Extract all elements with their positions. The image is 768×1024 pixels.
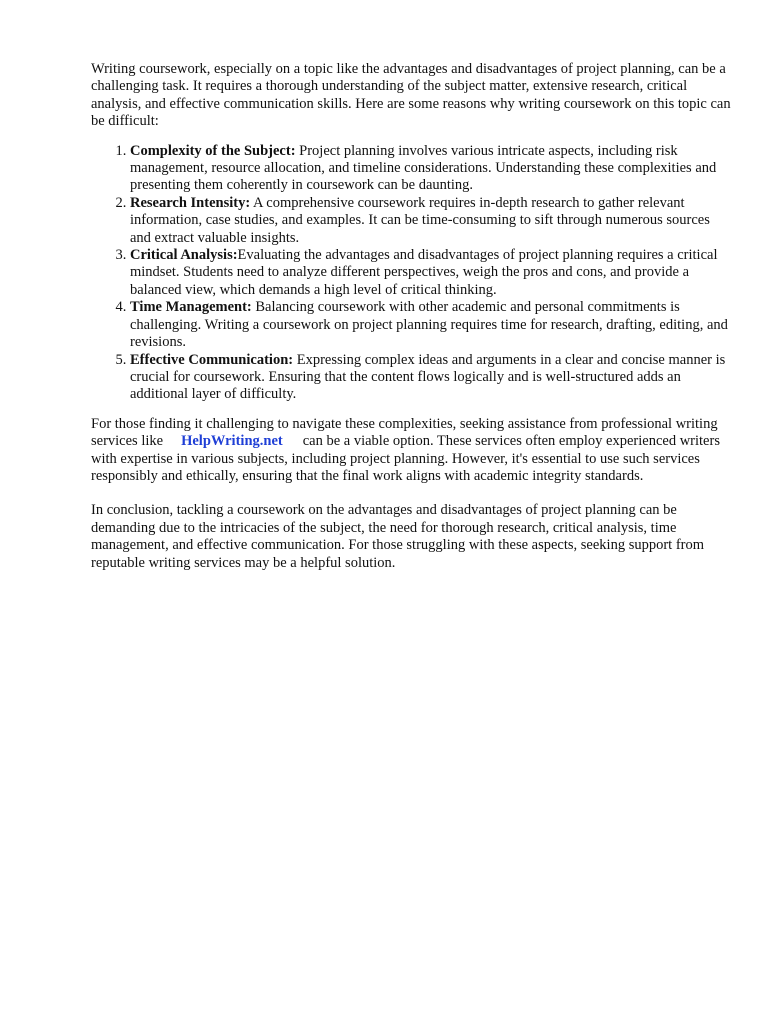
reason-text: Project planning involves various intricate aspects, including risk management, resource allocation, and timeline considerations. Understanding these complexities and presenting them coherently in coursework can be daunting. (130, 142, 717, 194)
list-item (130, 247, 731, 299)
conclusion-paragraph: In conclusion, tackling a coursework on the advantages and disadvantages of project planning can be demanding due to the intricacies of the subject, the need for thorough research, critical analysis, time management, and effective communication. For those struggling with these aspects, seeking support from reputable writing services may be a helpful solution. (91, 502, 705, 571)
reason-text: Expressing complex ideas and arguments in a clear and concise manner is crucial for coursework. Ensuring that the content flows logically and is well-structured adds an additional layer of difficulty. (130, 351, 726, 403)
list-item (130, 195, 731, 247)
list-item (130, 143, 731, 195)
reason-term: Complexity of the Subject: (130, 142, 296, 159)
reason-text: Evaluating the advantages and disadvantages of project planning requires a critical mindset. Students need to analyze different perspectives, weigh the pros and cons, and provide a balanced view, which demands a high level of critical thinking. (130, 247, 718, 298)
reason-term: Critical Analysis: (130, 247, 238, 264)
assistance-paragraph (91, 416, 731, 486)
reason-text: Balancing coursework with other academic and personal commitments is challenging. Writing a coursework on project planning requires time for research, drafting, editing, and revisions. (130, 299, 728, 351)
helpwriting-link[interactable]: HelpWriting.net (181, 433, 283, 450)
list-item (130, 299, 731, 351)
reason-term: Time Management: (130, 299, 252, 316)
reason-text: A comprehensive coursework requires in-depth research to gather relevant information, case studies, and examples. It can be time-consuming to sift through numerous sources and extract valuable insights. (130, 194, 710, 246)
assistance-text-after: can be a viable option. These services often employ experienced writers with expertise in various subjects, including project planning. However, it's essential to use such services responsibly and ethically, ensuring that the final work aligns with academic integrity standards. (91, 433, 720, 484)
intro-paragraph: Writing coursework, especially on a topic like the advantages and disadvantages of project planning, can be a challenging task. It requires a thorough understanding of the subject matter, extensive research, critical analysis, and effective communication skills. Here are some reasons why writing coursework on this topic can be difficult: (91, 61, 731, 130)
assistance-text-before: For those finding it challenging to navigate these complexities, seeking assistance from professional writing services like (91, 415, 718, 450)
document-body (91, 61, 731, 572)
reasons-list (91, 143, 731, 404)
list-item (130, 352, 731, 404)
reason-term: Research Intensity: (130, 194, 251, 211)
reason-term: Effective Communication: (130, 351, 294, 368)
